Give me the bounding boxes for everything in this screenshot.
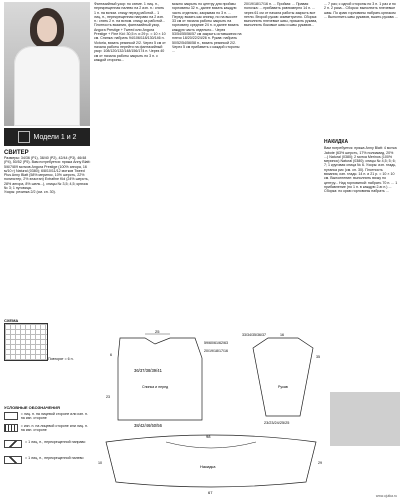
legend-row bbox=[4, 412, 90, 421]
sviter-materials-text bbox=[4, 156, 92, 195]
front-left-h3: 23 bbox=[106, 395, 110, 399]
legend-title: УСЛОВНЫЕ ОБОЗНАЧЕНИЯ bbox=[4, 405, 60, 410]
sviter-patterns: Узоры: резинка 2/2 (см. сп. 30). bbox=[4, 190, 56, 195]
nakidka-text: Вам потребуется: пряжа Anny Blatt: 4 мотка Jabote (63% шерсть, 17% полиамид, 20% ...) Natural (0380); 2 мотка Merinos (100% меринос) Natural (0380); спицы № 4,5; 5; 6; 7; 1 круговая спица № 6. Узоры: изн. гладь, путанка рис (см. сп. 30). Плотность вязания, изн. гладь: 14 п. и 21 р. = 10 × 10 см. Выполнение: выполнить вязку по центру... Над горловиной: набрать 70 п. ... 1 прибавление (по 1 п. в каждую 2-ю п.) ... Сборка: по краю горловины набрать ... bbox=[324, 146, 398, 194]
front-left-h: 6 bbox=[110, 353, 112, 357]
sleeve-label: Рукав bbox=[278, 385, 288, 389]
front-top-width: 25 bbox=[155, 329, 160, 334]
legend-row bbox=[4, 440, 90, 448]
legend-row bbox=[4, 456, 90, 464]
sleeve-top: 16 bbox=[280, 333, 284, 337]
cape-h: 10 bbox=[98, 461, 102, 465]
knitting-chart-grid bbox=[4, 323, 48, 361]
legend-text: = лиц. п. на лицевой стороне или изн. п. на изн. стороне bbox=[20, 412, 88, 421]
scheme-label: СХЕМА bbox=[4, 318, 19, 323]
purl-symbol-icon bbox=[4, 424, 18, 432]
instructions-column-4: 20/19/18/17/16 п. ... Пройма: ... Правая полочка: ... прибавить равномерно 14 п. ... через 61 см от начала работы закрыть все петли. Второй рукав: симметрично. Сборка: выполнить плечевые швы, пришить рукава, выполнить боковые швы и швы рукавов... bbox=[244, 2, 318, 28]
sleeve-mid: 33/34/35/36/37 bbox=[242, 333, 266, 337]
footer-url: www.ujutka.ru bbox=[375, 494, 397, 498]
nakidka-title: НАКИДКА bbox=[324, 139, 349, 145]
legend-row bbox=[4, 424, 90, 433]
front-label: Спинка и перед bbox=[142, 385, 169, 389]
cape-diagram bbox=[96, 432, 326, 498]
cape-bottom: 67 bbox=[208, 490, 213, 495]
legend-text: = изн. п. на лицевой стороне или лиц. п. на изн. стороне bbox=[20, 424, 88, 433]
models-label: Модели 1 и 2 bbox=[33, 133, 77, 141]
sleeve-bottom: 23/23/24/25/25 bbox=[264, 421, 290, 425]
sleeve-diagram bbox=[238, 328, 328, 428]
cape-h2: 29 bbox=[318, 461, 322, 465]
cape-outer: 98 bbox=[206, 434, 211, 439]
front-side-h1: 59/60/61/62/63 bbox=[204, 341, 228, 345]
front-side-h2: 20/19/18/17/16 bbox=[204, 349, 228, 353]
cross-left-icon bbox=[4, 456, 22, 464]
cape-photo bbox=[330, 392, 400, 446]
knit-symbol-icon bbox=[4, 412, 18, 420]
instructions-column-5: ... 7 раз; с одной стороны по 3 п. 1 раз и по 2 п. 2 раза... Сборка: выполнить плечевые швы. По краю горловины набрать крючком ... Выполнить швы рукавов, вшить рукава ... bbox=[324, 2, 398, 19]
nakidka-section bbox=[324, 140, 398, 194]
sleeve-h2: 35 bbox=[316, 355, 320, 359]
front-mid-dims: 36/37/38/39/41 bbox=[134, 368, 162, 373]
front-back-diagram bbox=[100, 328, 240, 428]
sviter-materials: Размеры: 34/36 (P1), 38/40 (P2), 42/44 (P3), 46/48 (P4), 50/52 (P5). Вам потребуется: пряжа Anny Blatt: 5/6/7/8/9 мотков Angora Prestige (100% ангора, 16 м/10 г) Natural (0380); 6/8/10/11/12 мотков Tweed Plus Anny Blatt (58% меринос, 10% шерсть, 22% полиэстер, 2% эластан) Extrafine Kid (24% шерсть, 28% ангора, 8% шелк...), спицы № 3,5; 4,5; крючок № 3; 1 пуговица. bbox=[4, 156, 91, 191]
chart-caption: Повторят = 6 п. bbox=[48, 357, 74, 361]
front-hip: 38/42/46/50/56 bbox=[134, 423, 162, 428]
instructions-column-3: можно закрыть по центру для проймы горловины 32 п., далее вязать каждую часть отдельно, закрывая по 3 п. ... Перед: вязать как спинку, но на высоте 33 см от начала работы закрыть на горловину средние 24 п. и далее вязать каждую часть отдельно... Через 53/54/55/56/57 см закрыть оставшиеся на плечо 18/20/22/24/26 п. Рукав: набрать 50/52/54/56/58 п., вязать резинкой 2/2. Через 5 см прибавить с каждой стороны ... bbox=[172, 2, 242, 54]
legend-text: = 1 лиц. п., перекрещенной направо bbox=[25, 440, 86, 444]
models-box-icon bbox=[18, 131, 30, 143]
cape-label: Накидка bbox=[200, 464, 216, 469]
legend-text: = 1 лиц. п., перекрещенной налево bbox=[25, 456, 84, 460]
cross-right-icon bbox=[4, 440, 22, 448]
sviter-title: СВИТЕР bbox=[4, 150, 29, 156]
instructions-column-2: Фантазийный узор: по схеме. 1 лиц. п., перекрещенная налево на 2 изн. п.: снять 1 п. на вспом. спицу перед работой... 1 лиц. п., перекрещенная направо на 2 изн. п.: снять 2 п. на вспом. спицу за работой... Плотность вязания, фантазийный узор, Angora Prestige + Tweed или Angora Prestige + Fine Kid: 30,5 п. и 29 р. = 10 × 10 см. Спинка: набрать 94/106/118/130/146 п. Victoria, вязать резинкой 2/2. Через 5 см от начала работы перейти на фантазийный узор: 108/120/132/148/156/174 п. Через 40 см от начала работы закрыть по 3 п. с каждой стороны... bbox=[94, 2, 166, 62]
sweater-photo bbox=[4, 2, 90, 126]
models-banner bbox=[4, 128, 90, 146]
